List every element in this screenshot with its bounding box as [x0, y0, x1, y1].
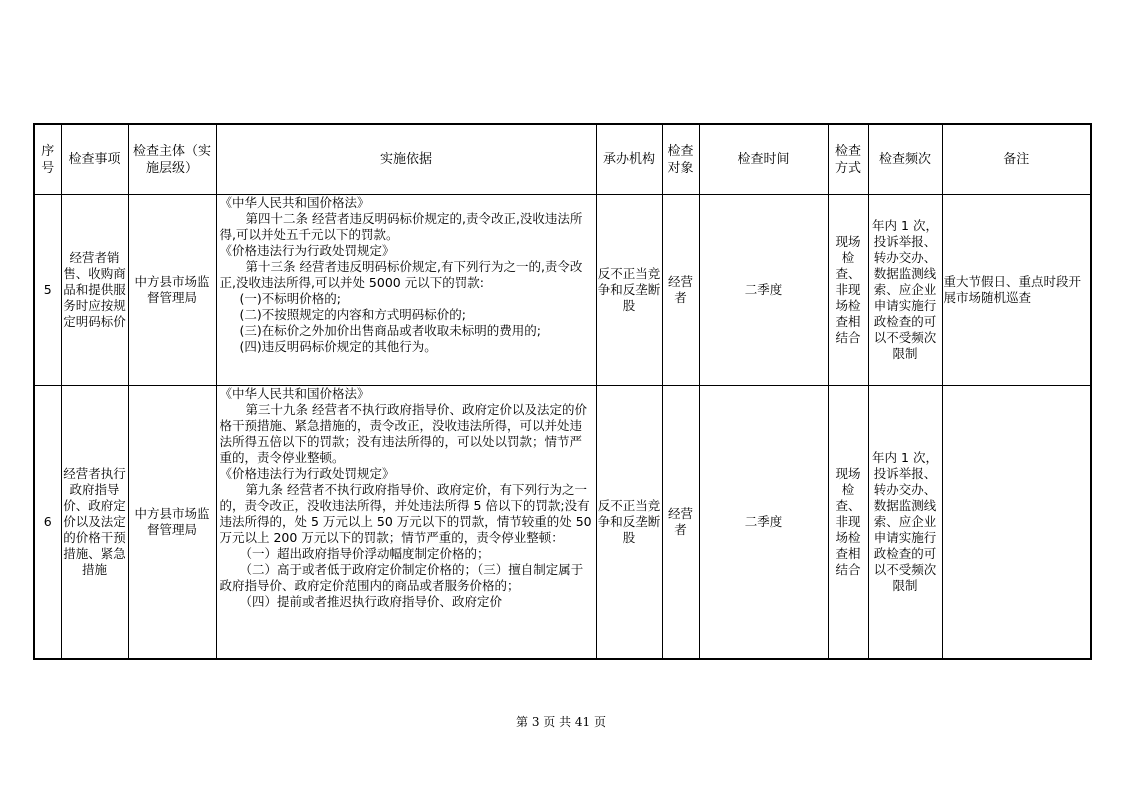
basis-line: (三)在标价之外加价出售商品或者收取未标明的费用的; [239, 323, 541, 338]
basis-line: 第四十二条 经营者违反明码标价规定的,责令改正,没收违法所得,可以并处五千元以下的罚款。 [219, 211, 583, 242]
header-target: 检查对象 [662, 124, 699, 195]
header-agency: 承办机构 [596, 124, 662, 195]
basis-line: 《价格违法行为行政处罚规定》 [219, 466, 395, 481]
basis-line: (四)违反明码标价规定的其他行为。 [239, 339, 437, 354]
header-time: 检查时间 [699, 124, 828, 195]
row-target: 经营者 [662, 386, 699, 660]
table-row [34, 195, 1091, 386]
row-agency: 反不正当竞争和反垄断股 [596, 195, 662, 386]
basis-line: 《价格违法行为行政处罚规定》 [219, 243, 395, 258]
row-remarks [942, 386, 1091, 660]
header-frequency: 检查频次 [868, 124, 942, 195]
basis-line: （一）超出政府指导价浮动幅度制定价格的； [239, 546, 490, 561]
basis-line: 第九条 经营者不执行政府指导价、政府定价，有下列行为之一的，责令改正，没收违法所得，并处违法所得 5 倍以下的罚款;没有违法所得的，处 5 万元以上 50 万元以下的罚款，情节较重的处 50 万元以上 200 万元以下的罚款；情节严重的，责令停业整顿： [219, 482, 592, 545]
inspection-table [33, 123, 1092, 660]
basis-line: (二)不按照规定的内容和方式明码标价的; [239, 307, 466, 322]
header-subject: 检查主体（实施层级） [128, 124, 216, 195]
header-seq: 序号 [34, 124, 61, 195]
page-number: 第 3 页 共 41 页 [516, 715, 606, 729]
row-method: 现场检查、非现场检查相结合 [828, 195, 868, 386]
row-method: 现场检查、非现场检查相结合 [828, 386, 868, 660]
row-time: 二季度 [699, 195, 828, 386]
row-seq: 6 [34, 386, 61, 660]
basis-line: （四）提前或者推迟执行政府指导价、政府定价 [239, 594, 503, 609]
basis-line: 《中华人民共和国价格法》 [219, 386, 370, 401]
row-subject: 中方县市场监督管理局 [128, 386, 216, 660]
row-basis [216, 195, 596, 386]
header-basis: 实施依据 [216, 124, 596, 195]
row-frequency: 年内 1 次，投诉举报、转办交办、数据监测线索、应企业申请实施行政检查的可以不受频次限制 [868, 195, 942, 386]
row-subject: 中方县市场监督管理局 [128, 195, 216, 386]
row-item: 经营者执行政府指导价、政府定价以及法定的价格干预措施、紧急措施 [61, 386, 128, 660]
table-row [34, 386, 1091, 660]
basis-line: (一)不标明价格的; [239, 291, 341, 306]
row-seq: 5 [34, 195, 61, 386]
row-remarks: 重大节假日、重点时段开展市场随机巡查 [942, 195, 1091, 386]
row-item: 经营者销售、收购商品和提供服务时应按规定明码标价 [61, 195, 128, 386]
header-item: 检查事项 [61, 124, 128, 195]
header-method: 检查方式 [828, 124, 868, 195]
basis-line: 第十三条 经营者违反明码标价规定,有下列行为之一的,责令改正,没收违法所得,可以并处 5000 元以下的罚款: [219, 259, 583, 290]
basis-line: 第三十九条 经营者不执行政府指导价、政府定价以及法定的价格干预措施、紧急措施的，责令改正，没收违法所得，可以并处违法所得五倍以下的罚款；没有违法所得的，可以处以罚款；情节严重的，责令停业整顿。 [219, 402, 587, 465]
row-frequency: 年内 1 次，投诉举报、转办交办、数据监测线索、应企业申请实施行政检查的可以不受频次限制 [868, 386, 942, 660]
row-basis [216, 386, 596, 660]
row-target: 经营者 [662, 195, 699, 386]
row-agency: 反不正当竞争和反垄断股 [596, 386, 662, 660]
header-remarks: 备注 [942, 124, 1091, 195]
row-time: 二季度 [699, 386, 828, 660]
basis-line: （二）高于或者低于政府定价制定价格的；（三）擅自制定属于政府指导价、政府定价范围内的商品或者服务价格的； [219, 562, 584, 593]
table-header-row [34, 124, 1091, 195]
basis-line: 《中华人民共和国价格法》 [219, 195, 370, 210]
